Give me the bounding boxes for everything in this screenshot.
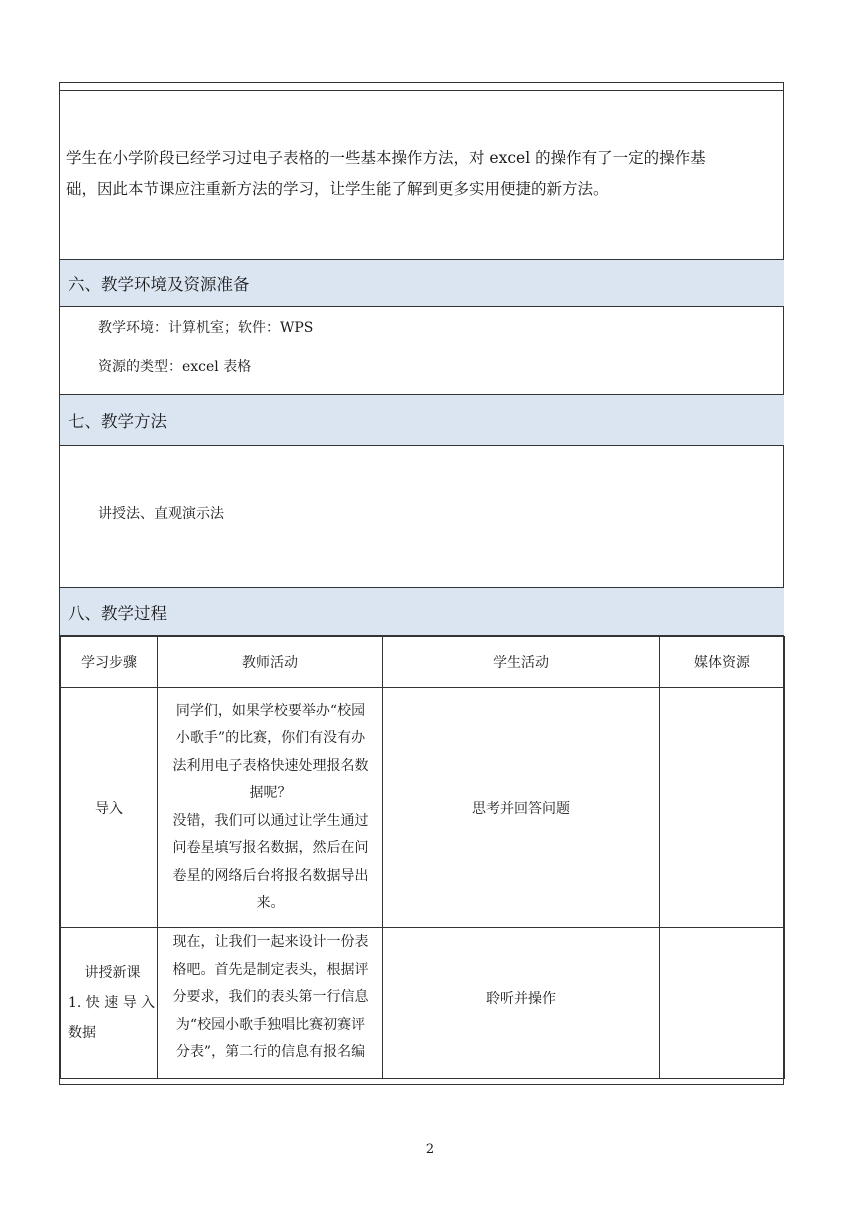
teacher-line: 据呢？ — [249, 785, 292, 801]
section7-heading-text: 七、教学方法 — [68, 412, 167, 431]
intro-line-1: 学生在小学阶段已经学习过电子表格的一些基本操作方法，对 excel 的操作有了一定的操作基 — [66, 149, 706, 167]
teacher-line: 小歌手”的比赛，你们有没有办 — [175, 730, 366, 746]
teacher-activity-cell — [158, 688, 383, 928]
step-cell: 导入 — [61, 688, 158, 928]
media-cell — [660, 688, 785, 928]
intro-line-2: 础，因此本节课应注重新方法的学习，让学生能了解到更多实用便捷的新方法。 — [66, 180, 609, 198]
teacher-line: 没错，我们可以通过让学生通过 — [172, 812, 369, 829]
table-header-row — [61, 637, 785, 688]
section7-body — [60, 446, 784, 588]
section8-heading — [60, 588, 784, 636]
teacher-line: 为“校园小歌手独唱比赛初赛评 — [175, 1016, 366, 1033]
col-header-step: 学习步骤 — [61, 637, 158, 688]
teacher-activity-cell — [158, 928, 383, 1079]
step-line: 数据 — [68, 1025, 96, 1041]
methods-line: 讲授法、直观演示法 — [98, 506, 224, 522]
section7-heading — [60, 395, 784, 446]
col-header-media: 媒体资源 — [660, 637, 785, 688]
teacher-line: 分表”，第二行的信息有报名编 — [175, 1044, 366, 1060]
table-row — [61, 688, 785, 928]
student-activity-cell: 思考并回答问题 — [383, 688, 660, 928]
media-cell — [660, 928, 785, 1079]
resource-line: 资源的类型：excel 表格 — [98, 359, 252, 375]
teacher-line: 来。 — [256, 895, 285, 911]
section6-heading-text: 六、教学环境及资源准备 — [68, 275, 250, 294]
teacher-line: 分要求，我们的表头第一行信息 — [172, 989, 369, 1005]
intro-paragraph — [60, 90, 784, 260]
teacher-line: 格吧。首先是制定表头，根据评 — [172, 961, 369, 978]
process-table — [60, 636, 785, 1079]
teacher-line: 卷星的网络后台将报名数据导出 — [172, 867, 369, 884]
student-activity-cell: 聆听并操作 — [383, 928, 660, 1079]
step-line: 讲授新课 — [84, 965, 141, 981]
col-header-student: 学生活动 — [383, 637, 660, 688]
page-number: 2 — [425, 1142, 435, 1157]
table-row — [61, 928, 785, 1079]
step-line: 1. 快 速 导 入 — [68, 995, 156, 1011]
teacher-line: 问卷星填写报名数据，然后在问 — [172, 840, 369, 856]
section8-heading-text: 八、教学过程 — [68, 603, 167, 623]
col-header-teacher: 教师活动 — [158, 637, 383, 688]
section6-body — [60, 307, 784, 395]
env-line: 教学环境：计算机室；软件：WPS — [98, 320, 314, 336]
teacher-line: 同学们，如果学校要举办“校园 — [175, 702, 366, 719]
teacher-line: 现在，让我们一起来设计一份表 — [172, 934, 369, 950]
step-cell — [61, 928, 158, 1079]
teacher-line: 法利用电子表格快速处理报名数 — [172, 757, 369, 774]
section6-heading — [60, 260, 784, 307]
